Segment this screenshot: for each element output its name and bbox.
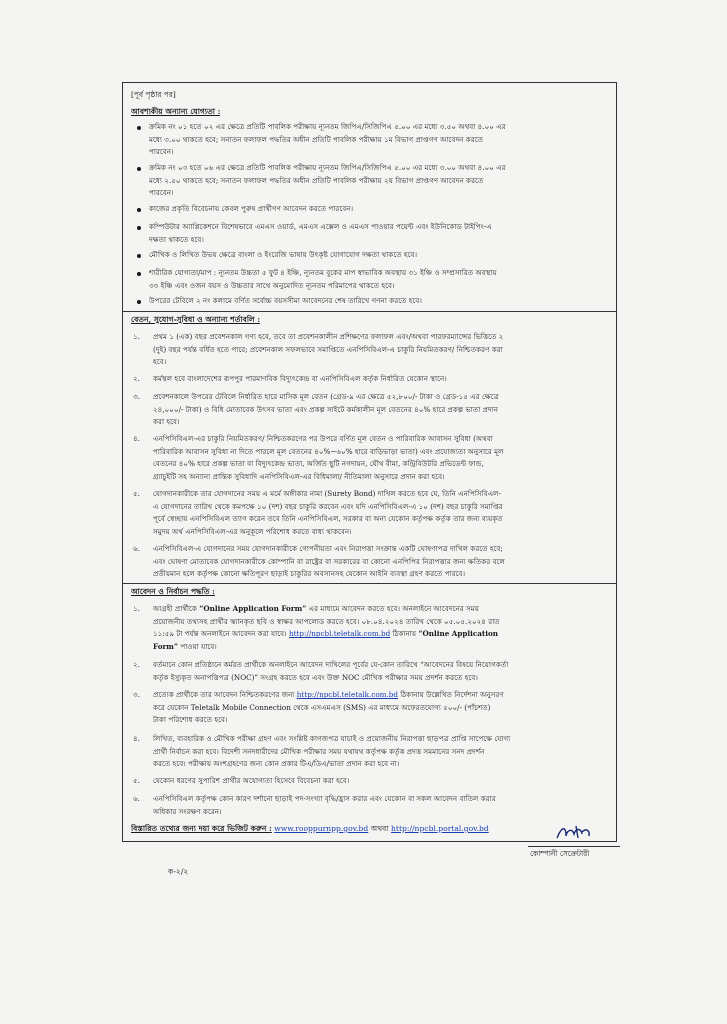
rooppur-link[interactable]: www.rooppurnpp.gov.bd (274, 824, 369, 833)
item-number: ৬. (133, 544, 140, 553)
item-number: ১. (133, 332, 140, 341)
bullet-icon (137, 226, 141, 230)
content-frame (122, 82, 617, 842)
salary-heading: বেতন, সুযোগ-সুবিধা ও অন্যান্য শর্তাবলি : (131, 315, 261, 324)
item-number: ১. (133, 604, 140, 613)
teletalk-link[interactable]: http://npcbl.teletalk.com.bd (289, 629, 391, 639)
req-item-7: উপরের টেবিলে ২ নং কলামে বর্ণিত সর্বোচ্চ বয়সসীমা আবেদনের শেষ তারিখে গণনা করতে হবে। (149, 296, 422, 305)
requirements-heading: আবশ্যকীয় অন্যান্য যোগ্যতা : (131, 107, 221, 116)
salary-item-1: প্রথম ১ (এক) বছর প্রবেশনকাল গণ্য হবে, তবে তা প্রবেশনকালীন প্রশিক্ষণের ফলাফল এবং/অথবা পারফরম্যান্সের ভিত্তিতে ২ (দুই) বছর পর্যন্ত বর্ধিত হতে পারে; প্রবেশনকাল সফলভাবে সমাপ্তিতে এনপিসিবিএল-এ চাকুরি নিয়মিতকরণ/ নিশ্চিতকরণ করা হবে। (153, 332, 504, 367)
req-item-3: কাজের প্রকৃতি বিবেচনায় কেবল পুরুষ প্রার্থীগণ আবেদন করতে পারবেন। (149, 204, 354, 213)
application-item-4: লিখিত, ব্যবহারিক ও মৌখিক পরীক্ষা গ্রহণ এবং সংশ্লিষ্ট কাগজপত্র যাচাই ও প্রয়োজনীয় নিরাপত্তা ছাড়পত্র প্রাপ্তি সাপেক্ষে যোগ্য প্রার্থী নির্বাচন করা হবে। বিদেশী সনদধারীদের মৌখিক পরীক্ষার সময় যথাযথ কর্তৃপক্ষ কর্তৃক প্রদত্ত সমমানের সনদ প্রদর্শন করতে হবে। পরীক্ষায় অংশগ্রহণের জন্য কোন প্রকার টিএ/ডিএ/ভাতা প্রদান করা হবে না। (153, 734, 511, 769)
bullet-icon (137, 300, 141, 304)
salary-item-3: প্রবেশনকালে উপরের টেবিলে নির্ধারিত হারে মাসিক মূল বেতন (গ্রেড-৯ এর ক্ষেত্রে ৫২,৮০০/- টাকা ও গ্রেড-১৫ এর ক্ষেত্রে ২৪,০০০/- টাকা) ও বিধি মোতাবেক উৎসব ভাতা এবং প্রকল্প সাইটে কর্মকালীন মূল বেতনের ৪০% হারে প্রকল্প ভাতা প্রদান করা হবে। (153, 392, 499, 427)
item-number: ৬. (133, 794, 140, 803)
item-number: ৫. (133, 489, 140, 498)
npcbl-portal-link[interactable]: http://npcbl.portal.gov.bd (391, 824, 489, 833)
item-number: ২. (133, 660, 140, 669)
salary-item-5: যোগদানকারীকে তার যোগদানের সময় এ মর্মে অঙ্গীকার নামা (Surety Bond) দাখিল করতে হবে যে, তিনি এনপিসিবিএল- এ যোগদানের তারিখ থেকে কমপক্ষে ১০ (দশ) বছর চাকুরি করবেন এবং যদি এনপিসিবিএল-এ ১০ (দশ) বছর চাকুরি সমাপ্তির পূর্বে স্বেচ্ছায় এনপিসিবিএল ত্যাগ করেন তবে তিনি এনপিসিবিএল, সরকার বা অন্য যেকোন কর্তৃপক্ষ কর্তৃক তার জন্য ব্যয়কৃত সমুদয় অর্থ এনপিসিবিএল-এর অনুকূলে পরিশোধ করতে বাধ্য থাকবেন। (153, 489, 503, 536)
application-item-2: বর্তমানে কোন প্রতিষ্ঠানে কর্মরত প্রার্থীকে অনলাইনে আবেদন দাখিলের পূর্বের যে-কোন তারিখে “আবেদনের বিষয়ে নিয়োগকর্তা কর্তৃক ইস্যুকৃত অনাপত্তিপত্র (NOC)” সংগ্রহ করতে হবে এবং উক্ত NOC মৌখিক পরীক্ষার সময় প্রদর্শন করতে হবে। (153, 660, 509, 682)
item-number: ৫. (133, 776, 140, 785)
page-number: ক-২/২ (168, 867, 189, 876)
application-item-1: আগ্রহী প্রার্থীকে “Online Application Form” এর মাধ্যমে আবেদন করতে হবে। অনলাইনে আবেদনের সময় প্রয়োজনীয় তথ্যসহ প্রার্থীর স্ক্যানকৃত ছবি ও স্বাক্ষর আপলোড করতে হবে। ০৮.০৪.২০২৪ তারিখ থেকে ০৫.০৫.২০২৪ রাত ১১:৫৯ টা পর্যন্ত অনলাইনে আবেদন করা যাবে। http://npcbl.teletalk.com.bd ঠিকানায় “Online Application Form” পাওয়া যাবে। (153, 604, 500, 651)
teletalk-link[interactable]: http://npcbl.teletalk.com.bd (296, 690, 398, 699)
req-item-5: মৌখিক ও লিখিত উভয় ক্ষেত্রে বাংলা ও ইংরেজি ভাষায় উৎকৃষ্ট যোগাযোগ দক্ষতা থাকতে হবে। (149, 250, 418, 259)
signature-icon (554, 822, 594, 844)
item-number: ৪. (133, 434, 140, 443)
continued-label: [পূর্ব পৃষ্ঠার পর] (131, 90, 176, 99)
application-item-5: যেকোন ধরণের সুপারিশ প্রার্থীর অযোগ্যতা হিসেবে বিবেচনা করা হবে। (153, 776, 350, 785)
bullet-icon (137, 208, 141, 212)
req-item-2: ক্রমিক নং ০৩ হতে ০৬ এর ক্ষেত্রে প্রতিটি পাবলিক পরীক্ষায় ন্যূনতম জিপিএ/সিজিপিএ ৫.০০ এর মধ্যে ৩.০০ অথবা ৪.০০ এর মধ্যে ২.৫০ থাকতে হবে; সনাতন ফলাফল পদ্ধতির অধীন প্রতিটি পাবলিক পরীক্ষায় ২য় বিভাগ প্রাপ্তগণ আবেদন করতে পারবেন। (149, 163, 506, 198)
salary-item-6: এনপিসিবিএল-এ যোগদানের সময় যোগদানকারীকে গোপনীয়তা এবং নিরাপত্তা সংক্রান্ত একটি ঘোষণাপত্র দাখিল করতে হবে; এবং ঘোষণা মোতাবেক যোগদানকারীকে কোম্পানি বা রাষ্ট্রের বা সরকারের বা কোনো এনপিপির নিরাপত্তার জন্য ক্ষতিকর বলে প্রতীয়মান হলে কর্তৃপক্ষ কোনো ক্ষতিপূরণ ছাড়াই চাকুরির অবসানসহ যেকোন আইনি ব্যবস্থা গ্রহণ করতে পারবে। (153, 544, 505, 579)
item-number: ৩. (133, 690, 140, 699)
signature-title: কোম্পানী সেক্রেটারী (530, 849, 590, 858)
req-item-6: শারীরিক যোগ্যতা/মাপ : ন্যূনতম উচ্চতা ৫ ফুট ৪ ইঞ্চি, ন্যূনতম বুকের মাপ স্বাভাবিক অবস্থায় ৩১ ইঞ্চি ও সম্প্রসারিত অবস্থায় ৩৩ ইঞ্চি এবং ওজন বয়স ও উচ্চতার সাথে অনুমোদিত ন্যূনতম পরিমাপের থাকতে হবে। (149, 268, 497, 290)
salary-item-4: এনপিসিবিএল-এর চাকুরি নিয়মিতকরণ/ নিশ্চিতকরণের পর উপরে বর্ণিত মূল বেতন ও পারিবারিক আবাসন সুবিধা (অথবা পারিবারিক আবাসন সুবিধা না দিতে পারলে মূল বেতনের ৪০%−৬০% হারে বাড়িভাড়া ভাতা) এবং প্রযোজ্যতা অনুসারে মূল বেতনের ৪০% হারে প্রকল্প ভাতা বা বিদ্যুৎকেন্দ্র ভাতা, অর্জিত ছুটি নগদায়ন, যৌথ বীমা, কন্ট্রিবিউটরি প্রভিডেন্ট ফান্ড, গ্র্যাচুইটি সহ অন্যান্য প্রান্তিক সুবিধাদি এনপিসিবিএল-এর বিধিমালা/ নীতিমালা অনুসারে প্রদান করা হবে। (153, 434, 504, 481)
section-divider (123, 583, 616, 584)
application-item-6: এনপিসিবিএল কর্তৃপক্ষ কোন কারণ দর্শানো ছাড়াই পদ-সংখ্যা বৃদ্ধি/হ্রাস করার এবং যেকোন বা সকল আবেদন বাতিল করার অধিকার সংরক্ষণ করেন। (153, 794, 496, 816)
req-item-1: ক্রমিক নং ০১ হতে ০২ এর ক্ষেত্রে প্রতিটি পাবলিক পরীক্ষায় ন্যূনতম জিপিএ/সিজিপিএ ৫.০০ এর মধ্যে ৩.৫০ অথবা ৪.০০ এর মধ্যে ৩.০০ থাকতে হবে; সনাতন ফলাফল পদ্ধতির অধীন প্রতিটি পাবলিক পরীক্ষায় ১ম বিভাগ প্রাপ্তগণ আবেদন করতে পারবেন। (149, 122, 506, 157)
signature-block (528, 822, 620, 860)
visit-line (131, 823, 489, 836)
req-item-4: কম্পিউটার অ্যাপ্লিকেশনে বিশেষভাবে এমএস ওয়ার্ড, এমএস এক্সেল ও এমএস পাওয়ার পয়েন্ট এবং ইউনিকোড টাইপিং-এ দক্ষতা থাকতে হবে। (149, 222, 492, 244)
or-text: অথবা (370, 824, 389, 833)
bullet-icon (137, 254, 141, 258)
bullet-icon (137, 272, 141, 276)
bullet-icon (137, 126, 141, 130)
item-number: ৩. (133, 392, 140, 401)
bullet-icon (137, 167, 141, 171)
section-divider (123, 311, 616, 312)
item-number: ৪. (133, 734, 140, 743)
item-number: ২. (133, 374, 140, 383)
salary-item-2: কর্মস্থল হবে বাংলাদেশের রূপপুর পারমাণবিক বিদ্যুৎকেন্দ্র বা এনপিসিবিএল কর্তৃক নির্ধারিত যেকোন স্থানে। (153, 374, 447, 383)
visit-label: বিস্তারিত তথ্যের জন্য দয়া করে ভিজিট করুন : (131, 824, 272, 833)
application-heading: আবেদন ও নির্বাচন পদ্ধতি : (131, 587, 215, 596)
application-item-3: প্রত্যেক প্রার্থীকে তার আবেদন নিশ্চিতকরণের জন্য http://npcbl.teletalk.com.bd ঠিকানায় উল্লেখিত নির্দেশনা অনুসরণ করে যেকোন Teletalk Mobile Connection থেকে এসএমএস (SMS) এর মাধ্যমে অফেরতযোগ্য ৫০০/- (পাঁচশত) টাকা পরিশোধ করতে হবে। (153, 690, 504, 725)
